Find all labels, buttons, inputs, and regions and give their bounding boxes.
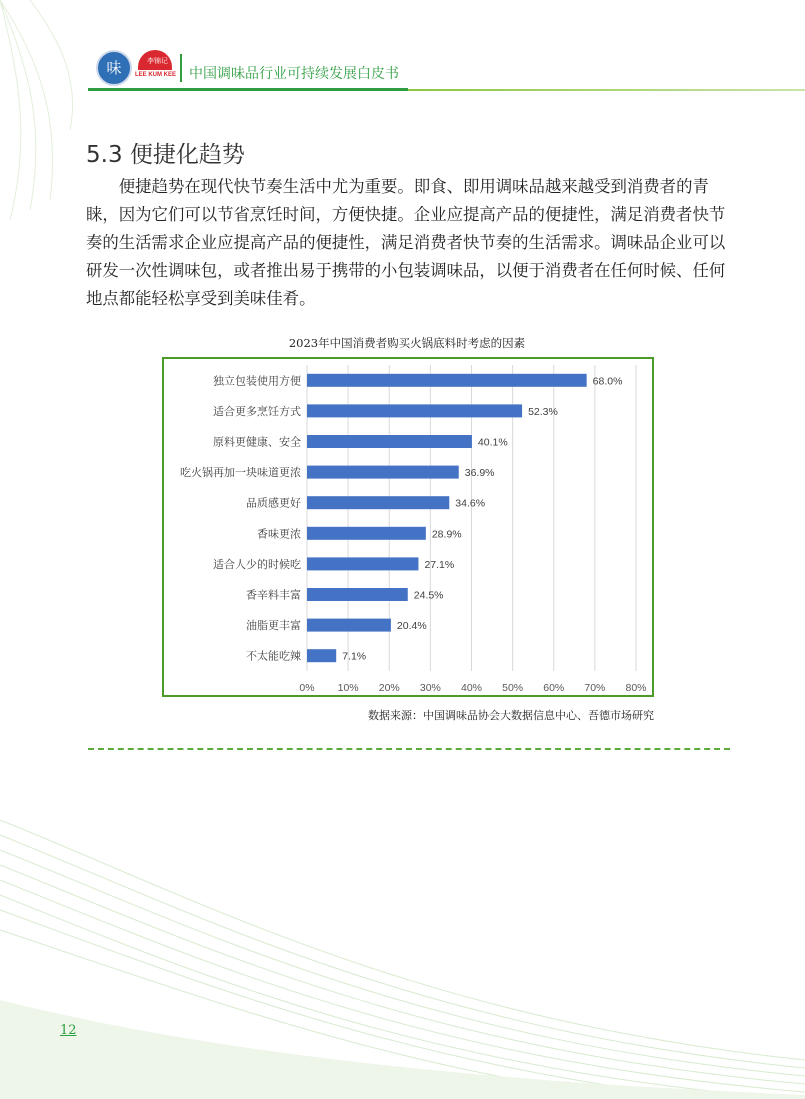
bar [307,619,391,632]
bar [307,435,472,448]
page-number: 12 [60,1023,77,1038]
chart-title: 2023年中国消费者购买火锅底料时考虑的因素 [288,336,526,350]
bar-chart [164,359,652,695]
header-rule-dark [88,88,408,91]
bar [307,404,522,417]
x-tick-label: 70% [584,682,606,694]
data-label: 28.9% [431,528,462,541]
logo-english-text: LEE KUM KEE [135,72,177,78]
section-paragraph: 便捷趋势在现代快节奏生活中尤为重要。即食、即用调味品越来越受到消费者的青睐，因为它们可以节省烹饪时间，方便快捷。企业应提高产品的便捷性，满足消费者快节奏的生活需求企业应提高产品的便捷性，满足消费者快节奏的生活需求。调味品企业可以研发一次性调味包，或者推出易于携带的小包装调味品，以便于消费者在任何时候、任何地点都能轻松享受到美味佳肴。 [86,177,726,308]
bar [307,557,418,570]
logo-stamp-text: 李锦记 [147,57,168,65]
page-header [0,48,805,94]
bar [307,588,408,601]
data-label: 34.6% [455,497,486,510]
bar [307,527,426,540]
data-label: 36.9% [464,467,495,480]
category-label: 油脂更丰富 [246,619,301,633]
x-tick-label: 40% [460,682,483,694]
bar [307,649,336,662]
bar [307,374,587,387]
data-label: 24.5% [413,589,444,602]
category-label: 原料更健康、安全 [213,435,301,449]
category-label: 香味更浓 [257,527,301,541]
category-label: 适合人少的时候吃 [213,557,301,571]
category-label: 独立包装使用方便 [213,374,301,388]
category-label: 不太能吃辣 [246,649,301,663]
section-divider [88,748,730,750]
category-label: 品质感更好 [246,496,301,510]
x-tick-label: 30% [419,682,441,694]
data-label: 68.0% [592,375,623,388]
category-label: 吃火锅再加一块味道更浓 [180,466,301,480]
data-label: 20.4% [396,620,427,633]
x-tick-label: 0% [299,682,315,694]
x-tick-label: 60% [543,682,565,694]
x-tick-label: 80% [625,682,647,694]
x-tick-label: 50% [502,682,524,694]
header-rule-light [408,89,805,91]
data-label: 52.3% [528,405,558,418]
bar [307,466,459,479]
chart-frame [162,357,654,697]
header-separator [180,54,182,82]
lee-kum-kee-logo [136,50,176,86]
data-label: 7.1% [342,650,367,663]
association-logo: 味 [96,50,132,86]
bar [307,496,449,509]
header-title: 中国调味品行业可持续发展白皮书 [189,66,399,82]
x-tick-label: 10% [337,682,359,694]
chart-source: 数据来源：中国调味品协会大数据信息中心、吾德市场研究 [368,709,654,722]
data-label: 40.1% [477,436,508,449]
category-label: 香辛料丰富 [246,588,301,602]
x-tick-label: 20% [378,682,400,694]
category-label: 适合更多烹饪方式 [213,404,301,418]
section-heading: 5.3 便捷化趋势 [86,142,245,168]
data-label: 27.1% [424,558,455,571]
